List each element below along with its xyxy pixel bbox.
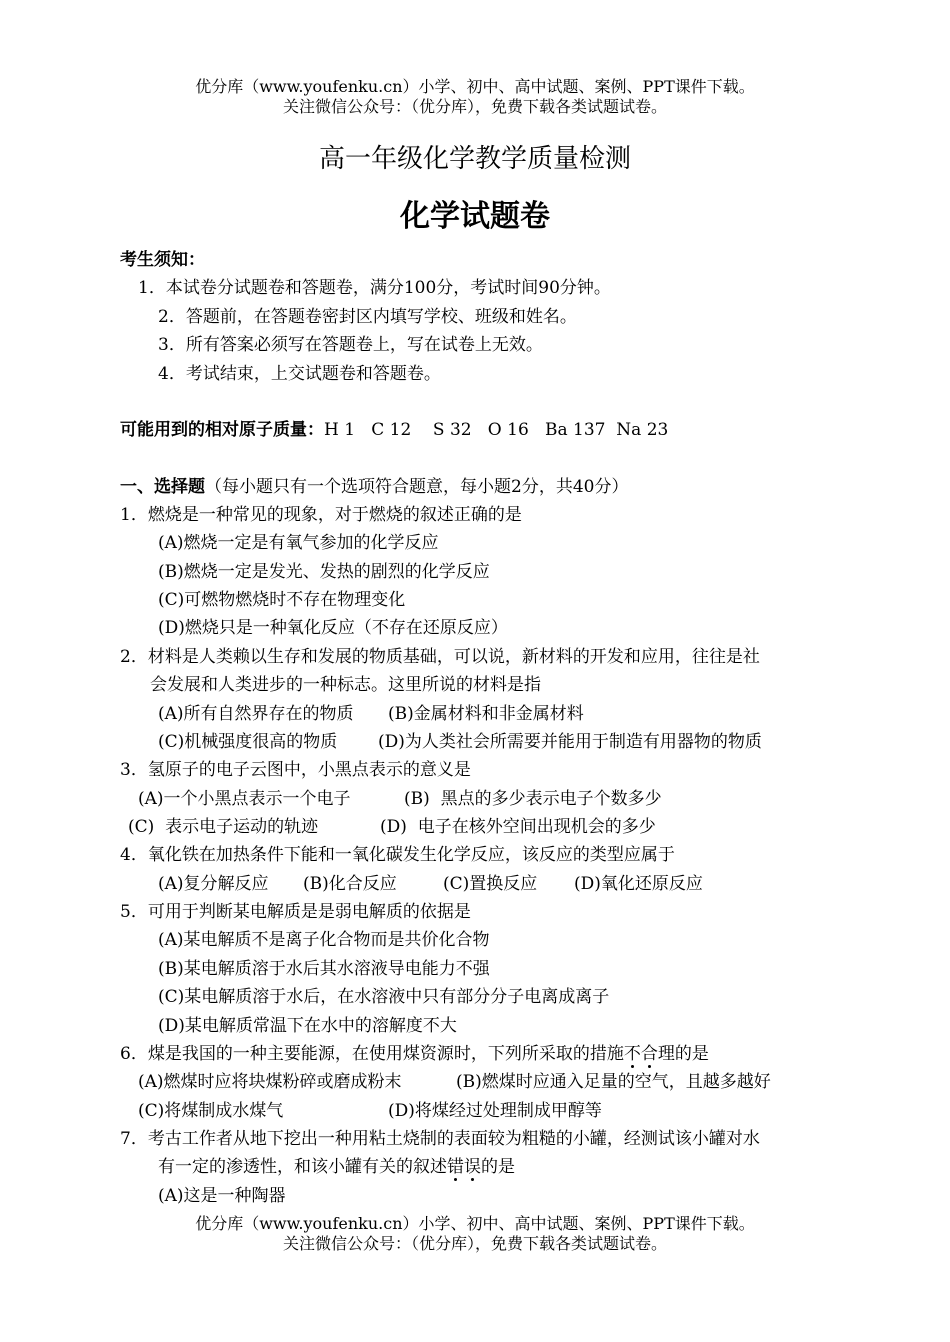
- q7-emphasis-char-2: 误: [464, 1157, 481, 1177]
- q6-stem-text: 6．煤是我国的一种主要能源，在使用煤资源时，下列所采取的措施: [120, 1044, 624, 1064]
- q7-stem-line-1: 7．考古工作者从地下挖出一种用粘土烧制的表面较为粗糙的小罐，经测试该小罐对水: [120, 1129, 760, 1149]
- q5-stem: 5．可用于判断某电解质是是弱电解质的依据是: [120, 902, 471, 922]
- q7-emphasis-char-1: 错: [447, 1157, 464, 1177]
- q4-option-b: (B)化合反应: [303, 874, 397, 894]
- footer-line-2: 关注微信公众号：（优分库），免费下载各类试题试卷。: [282, 1234, 667, 1253]
- q2-option-d: (D)为人类社会所需要并能用于制造有用器物的物质: [378, 732, 762, 752]
- notice-item-4: 4．考试结束，上交试题卷和答题卷。: [158, 364, 441, 384]
- q6-option-a: (A)燃煤时应将块煤粉碎或磨成粉末: [138, 1072, 402, 1092]
- q5-option-b: (B)某电解质溶于水后其水溶液导电能力不强: [158, 959, 490, 979]
- q4-stem: 4．氧化铁在加热条件下能和一氧化碳发生化学反应，该反应的类型应属于: [120, 845, 675, 865]
- q6-option-d: (D)将煤经过处理制成甲醇等: [388, 1101, 602, 1121]
- q5-option-c: (C)某电解质溶于水后，在水溶液中只有部分分子电离成离子: [158, 987, 610, 1007]
- q3-stem: 3．氢原子的电子云图中，小黑点表示的意义是: [120, 760, 471, 780]
- q6-option-b: (B)燃煤时应通入足量的空气，且越多越好: [456, 1072, 771, 1092]
- q2-option-c: (C)机械强度很高的物质: [158, 732, 338, 752]
- atomic-mass-line: [120, 419, 668, 441]
- q3-option-d: (D) 电子在核外空间出现机会的多少: [380, 817, 656, 837]
- q2-option-a: (A)所有自然界存在的物质: [158, 704, 354, 724]
- header-line-2: 关注微信公众号：（优分库），免费下载各类试题试卷。: [282, 97, 667, 116]
- q5-option-a: (A)某电解质不是离子化合物而是共价化合物: [158, 930, 490, 950]
- q7-option-a: (A)这是一种陶器: [158, 1186, 286, 1206]
- page-title: 高一年级化学教学质量检测: [318, 144, 631, 174]
- q6-emphasis-char-1: 不: [623, 1044, 641, 1064]
- page-subtitle: 化学试题卷: [400, 199, 550, 234]
- q1-option-c: (C)可燃物燃烧时不存在物理变化: [158, 590, 406, 610]
- q3-option-c: (C) 表示电子运动的轨迹: [128, 817, 319, 837]
- q4-option-d: (D)氧化还原反应: [574, 874, 703, 894]
- notice-item-1: 1．本试卷分试题卷和答题卷，满分100分，考试时间90分钟。: [138, 278, 611, 298]
- q7-stem-tail: 的是: [481, 1157, 515, 1177]
- q6-emphasis-char-2: 合: [640, 1044, 658, 1064]
- notice-item-2: 2．答题前，在答题卷密封区内填写学校、班级和姓名。: [158, 307, 577, 327]
- q5-option-d: (D)某电解质常温下在水中的溶解度不大: [158, 1016, 457, 1036]
- q1-option-d: (D)燃烧只是一种氧化反应（不存在还原反应）: [158, 618, 508, 638]
- notice-heading: 考生须知：: [120, 250, 205, 270]
- q6-stem-tail: 理的是: [657, 1044, 709, 1064]
- notice-item-3: 3．所有答案必须写在答题卷上，写在试卷上无效。: [158, 335, 543, 355]
- q2-stem-line-1: 2．材料是人类赖以生存和发展的物质基础，可以说，新材料的开发和应用，往往是社: [120, 647, 760, 667]
- atomic-mass-values: H 1 C 12 S 32 O 16 Ba 137 Na 23: [324, 420, 669, 440]
- section-title: 一、选择题: [120, 477, 205, 497]
- q4-option-a: (A)复分解反应: [158, 874, 269, 894]
- section-heading: [120, 476, 628, 498]
- q1-option-b: (B)燃烧一定是发光、发热的剧烈的化学反应: [158, 562, 490, 582]
- q4-option-c: (C)置换反应: [443, 874, 538, 894]
- q3-option-b: (B) 黑点的多少表示电子个数多少: [404, 789, 662, 809]
- q6-stem: [120, 1043, 709, 1065]
- q7-stem-line-2: [158, 1156, 515, 1178]
- q2-option-b: (B)金属材料和非金属材料: [388, 704, 584, 724]
- q1-option-a: (A)燃烧一定是有氧气参加的化学反应: [158, 533, 439, 553]
- footer-line-1: 优分库（www.youfenku.cn）小学、初中、高中试题、案例、PPT课件下载。: [195, 1214, 755, 1233]
- section-note: （每小题只有一个选项符合题意，每小题2分，共40分）: [205, 477, 629, 497]
- q6-option-c: (C)将煤制成水煤气: [138, 1101, 284, 1121]
- q7-stem-text: 有一定的渗透性，和该小罐有关的叙述: [158, 1157, 447, 1177]
- header-line-1: 优分库（www.youfenku.cn）小学、初中、高中试题、案例、PPT课件下载。: [195, 77, 755, 96]
- atomic-mass-label: 可能用到的相对原子质量：: [120, 420, 324, 440]
- q3-option-a: (A)一个小黑点表示一个电子: [138, 789, 351, 809]
- q2-stem-line-2: 会发展和人类进步的一种标志。这里所说的材料是指: [150, 675, 541, 695]
- q1-stem: 1．燃烧是一种常见的现象，对于燃烧的叙述正确的是: [120, 505, 522, 525]
